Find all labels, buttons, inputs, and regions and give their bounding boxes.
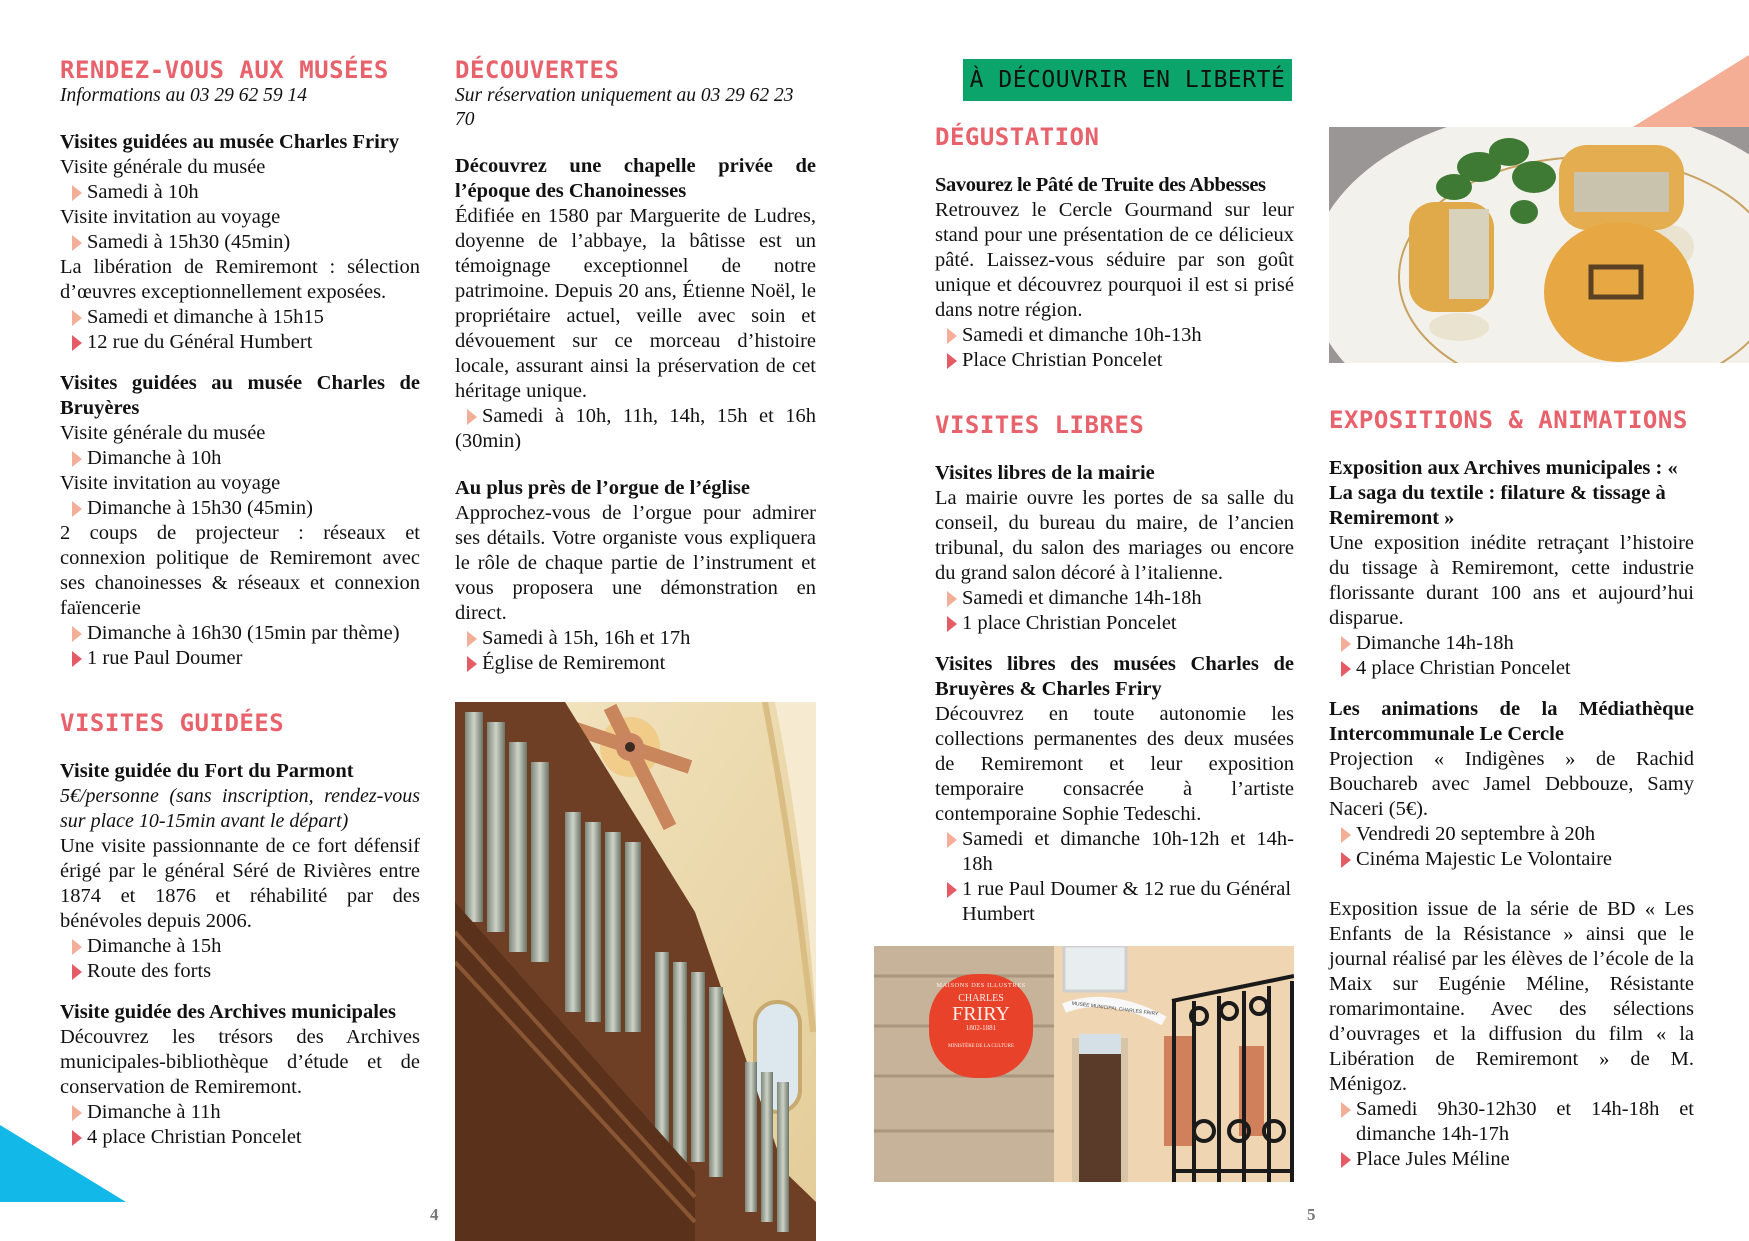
event-parmont xyxy=(60,759,420,984)
section-info: Informations au 03 29 62 59 14 xyxy=(60,85,308,106)
pastry-front xyxy=(1544,222,1694,362)
section-rendezvous-musees xyxy=(60,56,420,671)
organ-photo xyxy=(455,702,816,1241)
location-marker-icon xyxy=(1341,852,1351,868)
event-note: 5€/personne (sans inscription, rendez-vous sur place 10-15min avant le départ) xyxy=(60,785,420,832)
column-right-1 xyxy=(935,123,1294,927)
section-heading: VISITES LIBRES xyxy=(935,411,1145,439)
time-marker-icon xyxy=(72,235,82,251)
time-marker-icon xyxy=(947,832,957,848)
event-location: 1 rue Paul Doumer & 12 rue du Général Humbert xyxy=(935,877,1294,927)
event-title: Les animations de la Médiathèque Intercommunale Le Cercle xyxy=(1329,698,1694,745)
time-marker-icon xyxy=(467,409,477,425)
section-expositions-animations xyxy=(1329,406,1694,1172)
pate-photo xyxy=(1329,127,1749,363)
event-time: Samedi à 15h, 16h et 17h xyxy=(455,626,816,651)
section-heading: DÉCOUVERTES xyxy=(455,56,620,84)
location-marker-icon xyxy=(72,651,82,667)
location-marker-icon xyxy=(947,882,957,898)
event-mairie xyxy=(935,461,1294,636)
event-friry xyxy=(60,130,420,355)
location-marker-icon xyxy=(1341,1152,1351,1168)
facade-sign: MUSÉE MUNICIPAL CHARLES FRIRY xyxy=(1071,1000,1159,1018)
page-number-right: 5 xyxy=(1307,1205,1316,1224)
location-marker-icon xyxy=(947,353,957,369)
time-marker-icon xyxy=(72,939,82,955)
plaque-name-first: CHARLES xyxy=(958,993,1004,1004)
event-time: Samedi et dimanche à 15h15 xyxy=(60,305,420,330)
section-visites-libres xyxy=(935,411,1294,927)
event-location: 1 rue Paul Doumer xyxy=(60,646,420,671)
event-time: Vendredi 20 septembre à 20h xyxy=(1329,822,1694,847)
event-chapelle xyxy=(455,154,816,454)
event-item-label: Visite invitation au voyage xyxy=(60,206,281,228)
event-description: Découvrez les trésors des Archives municipales-bibliothèque d’étude et de conservation de Remiremont. xyxy=(60,1026,420,1098)
event-time: Samedi à 15h30 (45min) xyxy=(60,230,420,255)
event-bruyeres xyxy=(60,371,420,671)
time-marker-icon xyxy=(1341,1102,1351,1118)
pastry-left xyxy=(1409,202,1494,312)
plaque-top-arc: MAISONS DES ILLUSTRES xyxy=(936,982,1026,989)
event-description: Découvrez en toute autonomie les collections permanentes des deux musées de Remiremont et leur exposition temporaire consacrée à l’artiste contemporaine Sophie Tedeschi. xyxy=(935,703,1294,825)
section-decouvertes xyxy=(455,56,816,676)
event-item-label: 2 coups de projecteur : réseaux et connexion politique de Remiremont avec ses chanoinesses & réseaux et connexion faïencerie xyxy=(60,522,420,619)
event-item-label: Visite invitation au voyage xyxy=(60,472,281,494)
time-marker-icon xyxy=(1341,636,1351,652)
event-location: 4 place Christian Poncelet xyxy=(60,1125,420,1150)
event-time: Samedi et dimanche 10h-13h xyxy=(935,323,1294,348)
time-marker-icon xyxy=(72,1105,82,1121)
location-marker-icon xyxy=(72,335,82,351)
time-marker-icon xyxy=(1341,827,1351,843)
time-marker-icon xyxy=(467,631,477,647)
event-location: Route des forts xyxy=(60,959,420,984)
time-marker-icon xyxy=(72,451,82,467)
event-description: Une exposition inédite retraçant l’histoire du tissage à Remiremont, cette industrie florissante durant 100 ans et aujourd’hui disparue. xyxy=(1329,532,1694,629)
event-title: Visites guidées au musée Charles Friry xyxy=(60,131,400,153)
event-description: Retrouvez le Cercle Gourmand sur leur stand pour une présentation de ce délicieux pâté. Laissez-vous séduire par son goût unique et découvrez pourquoi il est si prisé dans notre région. xyxy=(935,199,1294,321)
event-time: Samedi à 10h, 11h, 14h, 15h et 16h (30min) xyxy=(455,405,816,452)
event-time: Dimanche à 15h30 (45min) xyxy=(60,496,420,521)
section-info: Sur réservation uniquement au 03 29 62 23 70 xyxy=(455,85,794,130)
event-location: Cinéma Majestic Le Volontaire xyxy=(1329,847,1694,872)
section-degustation xyxy=(935,123,1294,373)
plaque-dates: 1802-1881 xyxy=(965,1024,997,1032)
event-expo-textile xyxy=(1329,456,1694,681)
event-title: Visite guidée des Archives municipales xyxy=(60,1001,396,1023)
section-heading: DÉGUSTATION xyxy=(935,123,1100,151)
page-number-left: 4 xyxy=(430,1205,439,1224)
event-title: Savourez le Pâté de Truite des Abbesses xyxy=(935,174,1266,196)
event-mediatheque xyxy=(1329,697,1694,872)
event-pate xyxy=(935,173,1294,373)
section-heading: EXPOSITIONS & ANIMATIONS xyxy=(1329,406,1688,434)
event-title: Visites libres des musées Charles de Bruyères & Charles Friry xyxy=(935,653,1294,700)
time-marker-icon xyxy=(72,185,82,201)
location-marker-icon xyxy=(467,656,477,672)
event-orgue xyxy=(455,476,816,676)
section-heading: RENDEZ-VOUS AUX MUSÉES xyxy=(60,56,389,84)
event-title: Visite guidée du Fort du Parmont xyxy=(60,760,354,782)
location-marker-icon xyxy=(947,616,957,632)
event-item-label: La libération de Remiremont : sélection d’œuvres exceptionnellement exposées. xyxy=(60,256,420,303)
time-marker-icon xyxy=(947,328,957,344)
section-visites-guidees xyxy=(60,709,420,1150)
friry-house-photo xyxy=(874,946,1294,1182)
event-description: La mairie ouvre les portes de sa salle du conseil, du bureau du maire, de l’ancien tribunal, du salon des mariages ou encore du grand salon décoré à l’italienne. xyxy=(935,487,1294,584)
column-right-2 xyxy=(1329,406,1694,1172)
event-musees-libres xyxy=(935,652,1294,927)
time-marker-icon xyxy=(72,626,82,642)
column-left-1 xyxy=(60,56,420,1150)
plaque-bottom-arc: MINISTÈRE DE LA CULTURE xyxy=(947,1044,1015,1049)
event-item-label: Visite générale du musée xyxy=(60,156,266,178)
event-time: Samedi et dimanche 14h-18h xyxy=(935,586,1294,611)
event-location: 12 rue du Général Humbert xyxy=(60,330,420,355)
event-title: Au plus près de l’orgue de l’église xyxy=(455,477,750,499)
event-title: Exposition aux Archives municipales : « La saga du textile : filature & tissage à Remiremont » xyxy=(1329,457,1678,529)
event-location: Église de Remiremont xyxy=(455,651,816,676)
event-location: Place Jules Méline xyxy=(1329,1147,1694,1172)
event-time: Samedi et dimanche 10h-12h et 14h-18h xyxy=(935,827,1294,877)
section-heading: VISITES GUIDÉES xyxy=(60,709,285,737)
event-location: Place Christian Poncelet xyxy=(935,348,1294,373)
event-time: Dimanche à 16h30 (15min par thème) xyxy=(60,621,420,646)
event-description: Une visite passionnante de ce fort défensif érigé par le général Séré de Rivières entre 1874 et 1876 et réhabilité par des bénévoles depuis 2006. xyxy=(60,835,420,932)
event-time: Dimanche à 10h xyxy=(60,446,420,471)
event-time: Samedi à 10h xyxy=(60,180,420,205)
event-description: Approchez-vous de l’orgue pour admirer ses détails. Votre organiste vous expliquera le rôle de chaque partie de l’instrument et vous proposera une démonstration en direct. xyxy=(455,502,816,624)
event-archives xyxy=(60,1000,420,1150)
event-time: Samedi 9h30-12h30 et 14h-18h et dimanche 14h-17h xyxy=(1329,1097,1694,1147)
banner-decouvrir-en-liberte: À DÉCOUVRIR EN LIBERTÉ xyxy=(963,59,1292,101)
location-marker-icon xyxy=(72,1130,82,1146)
event-title: Visites guidées au musée Charles de Bruyères xyxy=(60,372,420,419)
event-time: Dimanche à 15h xyxy=(60,934,420,959)
event-location: 1 place Christian Poncelet xyxy=(935,611,1294,636)
event-time: Dimanche 14h-18h xyxy=(1329,631,1694,656)
pastry-back xyxy=(1559,145,1684,230)
event-time: Dimanche à 11h xyxy=(60,1100,420,1125)
event-description: Exposition issue de la série de BD « Les Enfants de la Résistance » ainsi que le journal réalisé par les élèves de l’école de la Maix sur Eugénie Méline, Résistante romarimontaine. Avec des sélections d’ouvrages et la diffusion du film « la Libération de Remiremont » de M. Ménigoz. xyxy=(1329,898,1694,1095)
event-title: Découvrez une chapelle privée de l’époque des Chanoinesses xyxy=(455,155,816,202)
time-marker-icon xyxy=(947,591,957,607)
decorative-triangle-peach xyxy=(1620,50,1749,130)
event-item-label: Visite générale du musée xyxy=(60,422,266,444)
time-marker-icon xyxy=(72,501,82,517)
location-marker-icon xyxy=(1341,661,1351,677)
event-location: 4 place Christian Poncelet xyxy=(1329,656,1694,681)
plaque-maisons-des-illustres xyxy=(929,974,1033,1078)
location-marker-icon xyxy=(72,964,82,980)
plaque-name-last: FRIRY xyxy=(952,1003,1010,1025)
event-description: Projection « Indigènes » de Rachid Bouchareb avec Jamel Debbouze, Samy Naceri (5€). xyxy=(1329,748,1694,820)
column-left-2 xyxy=(455,56,816,676)
event-title: Visites libres de la mairie xyxy=(935,462,1155,484)
time-marker-icon xyxy=(72,310,82,326)
event-description: Édifiée en 1580 par Marguerite de Ludres, doyenne de l’abbaye, la bâtisse est un témoignage exceptionnel de notre patrimoine. Depuis 20 ans, Étienne Noël, le propriétaire actuel, veille avec soin et dévouement sur ce morceau d’histoire locale, assurant ainsi la préservation de cet héritage unique. xyxy=(455,205,816,402)
event-expo-bd xyxy=(1329,897,1694,1172)
